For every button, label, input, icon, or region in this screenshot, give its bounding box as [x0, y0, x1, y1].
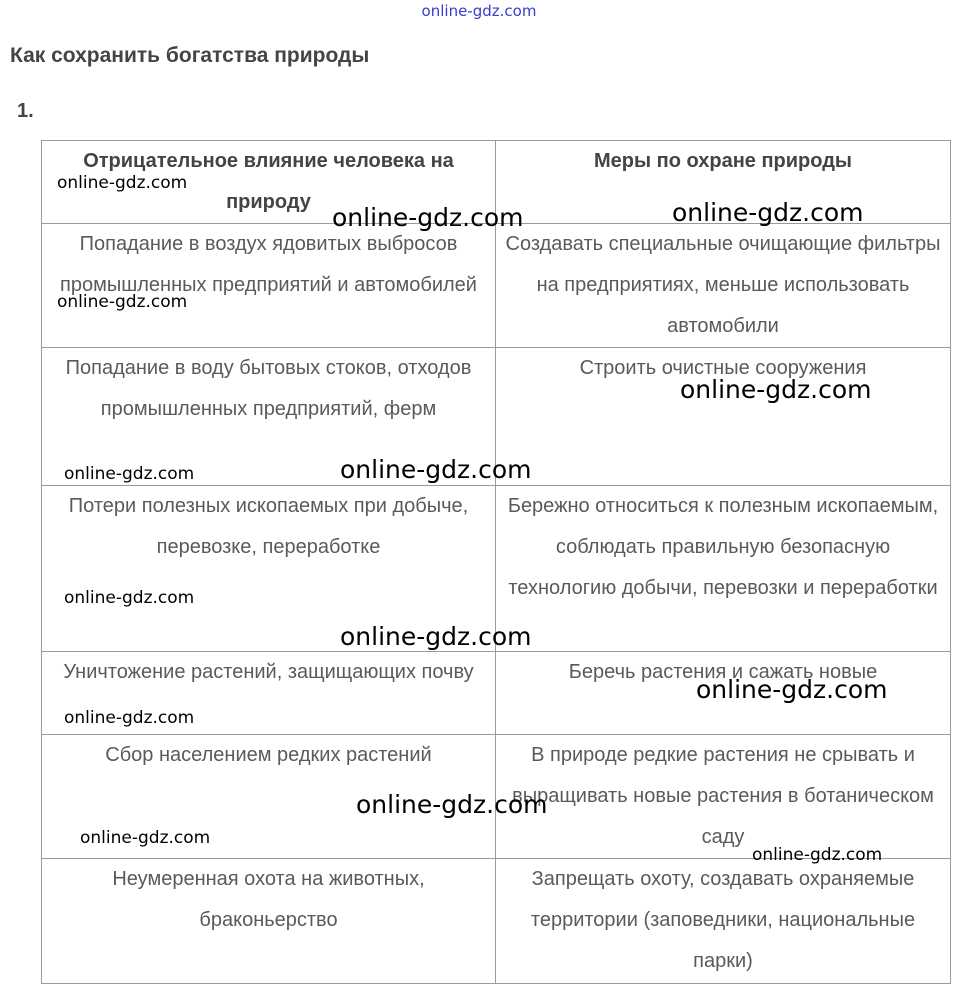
watermark: online-gdz.com [672, 198, 864, 227]
measure-cell: Беречь растения и сажать новые [496, 652, 951, 735]
measure-cell: В природе редкие растения не срывать и выращивать новые растения в ботаническом саду [496, 735, 951, 859]
watermark: online-gdz.com [696, 675, 888, 704]
measure-cell: Создавать специальные очищающие фильтры на предприятиях, меньше использовать автомобили [496, 224, 951, 348]
measure-cell: Строить очистные сооружения [496, 348, 951, 486]
watermark: online-gdz.com [64, 708, 195, 728]
impact-cell: Неумеренная охота на животных, браконьерство [42, 859, 496, 984]
measure-cell: Запрещать охоту, создавать охраняемые территории (заповедники, национальные парки) [496, 859, 951, 984]
watermark: online-gdz.com [57, 173, 188, 193]
impact-cell: Попадание в воздух ядовитых выбросов промышленных предприятий и автомобилей [42, 224, 496, 348]
measure-cell: Бережно относиться к полезным ископаемым, соблюдать правильную безопасную технологию добычи, перевозки и переработки [496, 486, 951, 652]
watermark: online-gdz.com [680, 375, 872, 404]
table-row [42, 224, 951, 348]
watermark: online-gdz.com [64, 464, 195, 484]
impact-cell: Потери полезных ископаемых при добыче, перевозке, переработке [42, 486, 496, 652]
watermark: online-gdz.com [57, 292, 188, 312]
impact-cell: Уничтожение растений, защищающих почву [42, 652, 496, 735]
watermark: online-gdz.com [64, 588, 195, 608]
watermark: online-gdz.com [332, 203, 524, 232]
watermark: online-gdz.com [752, 845, 883, 865]
impact-cell: Сбор населением редких растений [42, 735, 496, 859]
watermark: online-gdz.com [340, 455, 532, 484]
watermark: online-gdz.com [356, 790, 548, 819]
column-header-measures: Меры по охране природы [496, 141, 951, 224]
impact-cell: Попадание в воду бытовых стоков, отходов промышленных предприятий, ферм [42, 348, 496, 486]
table-row [42, 859, 951, 984]
watermark: online-gdz.com [340, 622, 532, 651]
task-number: 1. [17, 100, 34, 122]
site-header-watermark: online-gdz.com [421, 2, 537, 20]
column-header-impact: Отрицательное влияние человека на природу [42, 141, 496, 224]
watermark: online-gdz.com [80, 828, 211, 848]
page-title: Как сохранить богатства природы [10, 44, 370, 67]
